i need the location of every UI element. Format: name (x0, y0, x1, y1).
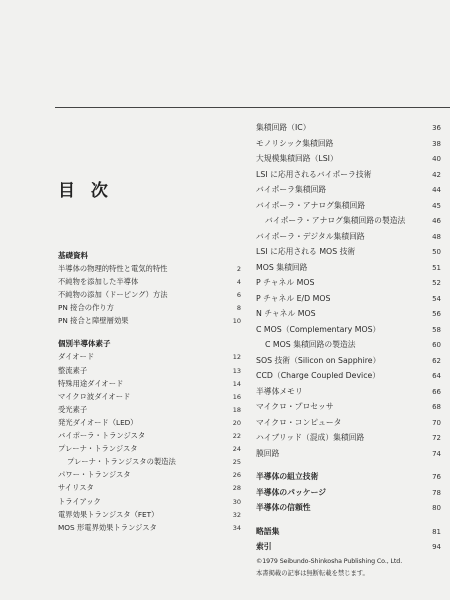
toc-entry-page: 13 (232, 366, 241, 375)
toc-entry-title: 不純物の添加（ドーピング）方法 (58, 290, 168, 300)
toc-entry-title: 特殊用途ダイオード (58, 378, 124, 388)
toc-entry-page: 44 (432, 186, 441, 194)
toc-entry-page: 26 (232, 471, 241, 480)
toc-entry-title: 半導体メモリ (256, 386, 303, 396)
toc-entry (256, 384, 441, 400)
section-heading: 基礎資料 (58, 251, 88, 260)
toc-entry-title: バイポーラ集積回路 (256, 185, 327, 194)
toc-entry (58, 364, 241, 377)
toc-left-column (58, 249, 241, 534)
toc-entry (58, 262, 241, 275)
toc-entry-page: 62 (432, 356, 441, 365)
toc-entry-page: 8 (236, 304, 241, 313)
toc-entry-page: 42 (432, 170, 441, 179)
toc-entry-title: 電界効果トランジスタ（FET） (58, 509, 159, 519)
toc-entry-title: パワー・トランジスタ (58, 470, 131, 480)
toc-entry-page: 12 (232, 353, 241, 362)
toc-entry-title: モノリシック集積回路 (256, 138, 334, 148)
toc-entry (58, 481, 241, 494)
toc-entry-title: N チャネル MOS (256, 309, 316, 318)
toc-entry (58, 403, 241, 416)
toc-entry-page: 64 (432, 372, 441, 380)
toc-entry-title: MOS 集積回路 (256, 262, 308, 272)
toc-entry (256, 500, 441, 516)
toc-entry-title: 受光素子 (58, 404, 88, 414)
toc-entry-title: P チャネル E/D MOS (256, 293, 331, 303)
toc-entry-page: 34 (232, 523, 241, 532)
toc-entry-title: C MOS 集積回路の製造法 (265, 340, 356, 349)
toc-entry-page: 36 (432, 124, 441, 132)
toc-entry-title: 半導体の組立技術 (256, 472, 319, 481)
toc-entry (256, 446, 441, 462)
toc-entry (58, 288, 241, 301)
toc-entry-page: 81 (432, 527, 441, 536)
toc-entry-title: LSI に応用される MOS 技術 (256, 247, 356, 256)
toc-entry (256, 322, 441, 338)
toc-entry-title: マイクロ・プロセッサ (256, 402, 334, 411)
toc-entry-page: 22 (232, 432, 241, 441)
toc-entry (256, 151, 441, 167)
toc-entry (256, 275, 441, 291)
toc-entry (58, 390, 241, 403)
toc-entry (256, 198, 441, 214)
toc-entry (256, 167, 441, 183)
toc-entry-title: CCD（Charge Coupled Device） (256, 371, 381, 380)
toc-entry-title: 略語集 (256, 526, 280, 536)
toc-entry (256, 182, 441, 198)
toc-entry-page: 70 (432, 418, 441, 427)
toc-entry (58, 377, 241, 390)
toc-entry (58, 314, 241, 327)
toc-entry-title: プレーナ・トランジスタの製造法 (67, 457, 176, 467)
toc-entry (58, 429, 241, 442)
toc-entry-page: 74 (432, 449, 441, 458)
toc-entry-page: 14 (232, 379, 241, 388)
toc-entry-title: マイクロ・コンピュータ (256, 417, 342, 427)
section-heading: 個別半導体素子 (58, 339, 111, 349)
toc-entry (58, 275, 241, 288)
toc-entry-page: 51 (432, 263, 441, 272)
toc-entry-page: 20 (232, 418, 241, 427)
toc-entry-title: SOS 技術（Silicon on Sapphire） (256, 355, 381, 365)
toc-entry-title: バイポーラ・アナログ集積回路 (256, 200, 366, 210)
toc-entry-page: 38 (432, 139, 441, 148)
toc-entry-title: 膜回路 (256, 448, 280, 458)
toc-entry-page: 4 (236, 278, 241, 287)
toc-entry-title: 索引 (256, 542, 272, 551)
toc-entry-title: プレーナ・トランジスタ (58, 444, 138, 454)
toc-entry-title: 半導体の物理的特性と電気的特性 (58, 264, 168, 273)
toc-entry (256, 415, 441, 431)
toc-entry-page: 50 (432, 248, 441, 256)
toc-entry-page: 16 (232, 392, 241, 401)
toc-entry-page: 30 (232, 497, 241, 506)
toc-entry-page: 18 (232, 405, 241, 414)
toc-entry-page: 32 (232, 510, 241, 519)
toc-entry-page: 58 (432, 325, 441, 334)
toc-entry-page: 45 (432, 201, 441, 210)
toc-entry-title: 半導体の信頼性 (256, 503, 311, 512)
toc-entry-title: トライアック (58, 496, 101, 506)
toc-entry (256, 524, 441, 540)
toc-entry-title: PN 接合と障壁層効果 (58, 316, 129, 326)
toc-entry-page: 66 (432, 387, 441, 396)
toc-entry (256, 399, 441, 415)
toc-entry-title: ダイオード (58, 352, 95, 362)
toc-entry (256, 120, 441, 136)
toc-entry-page: 48 (432, 232, 441, 241)
toc-entry (256, 213, 441, 229)
toc-entry-title: P チャネル MOS (256, 278, 315, 287)
reprint-notice: 本書掲載の記事は無断転載を禁じます。 (256, 569, 369, 577)
toc-entry-title: 大規模集積回路（LSI） (256, 154, 338, 163)
toc-entry-title: バイポーラ・トランジスタ (58, 431, 146, 441)
toc-entry (58, 416, 241, 429)
toc-entry (256, 306, 441, 322)
toc-entry-page: 52 (432, 279, 441, 287)
toc-entry (58, 508, 241, 521)
toc-entry (256, 244, 441, 260)
toc-entry (256, 368, 441, 384)
toc-entry (256, 539, 441, 555)
toc-entry-title: 集積回路（IC） (256, 123, 311, 132)
toc-entry-page: 94 (432, 543, 441, 551)
copyright-line: ©1979 Seibundo-Shinkosha Publishing Co., Ltd. (256, 557, 403, 565)
toc-entry-page: 56 (432, 310, 441, 318)
toc-entry-title: C MOS（Complementary MOS） (256, 324, 381, 334)
toc-entry-title: LSI に応用されるバイポーラ技術 (256, 169, 372, 179)
toc-entry (256, 337, 441, 353)
toc-entry-page: 60 (432, 341, 441, 349)
toc-entry-page: 72 (432, 434, 441, 442)
toc-entry (58, 455, 241, 468)
top-rule (55, 107, 450, 108)
toc-entry-title: バイポーラ・デジタル集積回路 (256, 231, 365, 241)
toc-entry (256, 353, 441, 369)
toc-entry (58, 521, 241, 534)
toc-entry (256, 469, 441, 485)
toc-entry-page: 68 (432, 403, 441, 411)
toc-right-column (256, 120, 441, 580)
toc-entry (58, 350, 241, 363)
toc-entry-title: 発光ダイオード（LED） (58, 417, 138, 427)
toc-entry-page: 28 (232, 484, 241, 493)
toc-entry (58, 301, 241, 314)
toc-entry (256, 260, 441, 276)
toc-entry (58, 495, 241, 508)
toc-entry (256, 485, 441, 501)
toc-entry-page: 78 (432, 488, 441, 497)
toc-entry-title: 半導体のパッケージ (256, 487, 327, 497)
toc-entry-page: 80 (432, 504, 441, 512)
toc-entry-title: バイポーラ・アナログ集積回路の製造法 (265, 216, 406, 225)
toc-entry-title: 整流素子 (58, 365, 88, 375)
toc-entry-page: 6 (236, 291, 241, 300)
toc-entry-title: MOS 形電界効果トランジスタ (58, 522, 157, 532)
toc-entry-title: 不純物を添加した半導体 (58, 277, 139, 287)
toc-entry-page: 76 (432, 473, 441, 481)
toc-entry (58, 468, 241, 481)
toc-entry-title: マイクロ波ダイオード (58, 391, 131, 401)
toc-entry-page: 2 (236, 265, 241, 273)
toc-entry (256, 136, 441, 152)
toc-entry-title: サイリスタ (58, 483, 94, 493)
toc-entry-page: 10 (232, 317, 241, 326)
toc-entry (58, 442, 241, 455)
page-title: 目 次 (58, 181, 113, 201)
toc-entry (256, 291, 441, 307)
toc-entry-title: ハイブリッド（混成）集積回路 (256, 433, 365, 442)
toc-entry-page: 24 (232, 445, 241, 454)
toc-entry-page: 54 (432, 294, 441, 303)
toc-entry-page: 46 (432, 217, 441, 225)
toc-entry-title: PN 接合の作り方 (58, 303, 114, 313)
toc-entry-page: 40 (432, 155, 441, 163)
toc-entry-page: 25 (232, 458, 241, 467)
toc-entry (256, 430, 441, 446)
toc-entry (256, 229, 441, 245)
